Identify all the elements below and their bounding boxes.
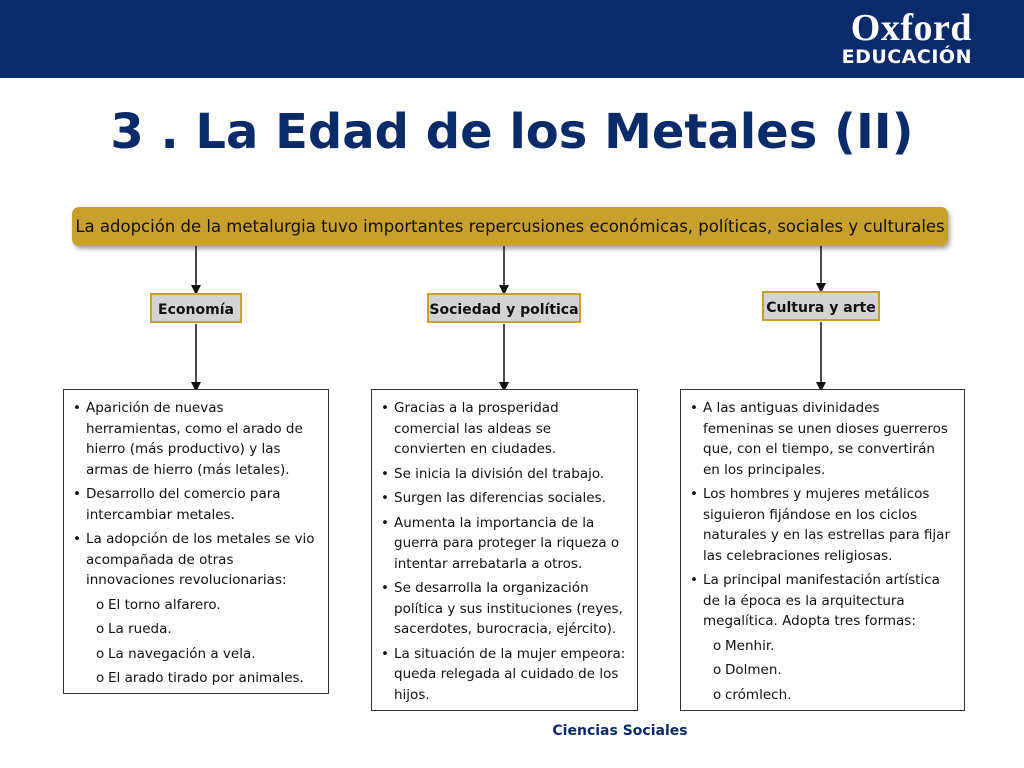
sub-list-item: o Dolmen. [687, 660, 954, 681]
cultura-box [680, 389, 965, 711]
category-economia: Economía [150, 293, 242, 323]
category-cultura-arte: Cultura y arte [762, 291, 880, 321]
sub-list-item: o crómlech. [687, 685, 954, 706]
economia-list [70, 398, 318, 689]
economia-box [63, 389, 329, 694]
slide-title: 3 . La Edad de los Metales (II) [110, 104, 914, 160]
list-item: • A las antiguas divinidades femeninas se unen dioses guerreros que, con el tiempo, se convertirán en los principales. [687, 398, 954, 480]
list-item: • La situación de la mujer empeora: queda relegada al cuidado de los hijos. [378, 644, 627, 706]
list-item: • Surgen las diferencias sociales. [378, 488, 627, 509]
logo-brand: Oxford [850, 7, 972, 49]
logo-subtitle: EDUCACIÓN [841, 46, 972, 68]
sub-list-item: o La rueda. [70, 619, 318, 640]
list-item: • Los hombres y mujeres metálicos siguieron fijándose en los ciclos naturales y en las estrellas para fijar las celebraciones religiosas. [687, 484, 954, 566]
list-item: • La adopción de los metales se vio acompañada de otras innovaciones revolucionarias: [70, 529, 318, 591]
sociedad-box [371, 389, 638, 711]
list-item: • Se desarrolla la organización política y sus instituciones (reyes, sacerdotes, burocracia, ejército). [378, 578, 627, 640]
sub-list-item: o Menhir. [687, 636, 954, 657]
summary-banner: La adopción de la metalurgia tuvo importantes repercusiones económicas, políticas, sociales y culturales [72, 207, 948, 246]
cultura-list [687, 398, 954, 705]
list-item: • Aparición de nuevas herramientas, como el arado de hierro (más productivo) y las armas de hierro (más letales). [70, 398, 318, 480]
list-item: • Gracias a la prosperidad comercial las aldeas se convierten en ciudades. [378, 398, 627, 460]
category-sociedad-politica: Sociedad y política [427, 293, 581, 323]
list-item: • La principal manifestación artística de la época es la arquitectura megalítica. Adopta tres formas: [687, 570, 954, 632]
list-item: • Desarrollo del comercio para intercambiar metales. [70, 484, 318, 525]
footer-subject: Ciencias Sociales [552, 723, 688, 739]
list-item: • Se inicia la división del trabajo. [378, 464, 627, 485]
sub-list-item: o El torno alfarero. [70, 595, 318, 616]
sub-list-item: o La navegación a vela. [70, 644, 318, 665]
sub-list-item: o El arado tirado por animales. [70, 668, 318, 689]
list-item: • Aumenta la importancia de la guerra para proteger la riqueza o intentar arrebatarla a otros. [378, 513, 627, 575]
sociedad-list [378, 398, 627, 705]
